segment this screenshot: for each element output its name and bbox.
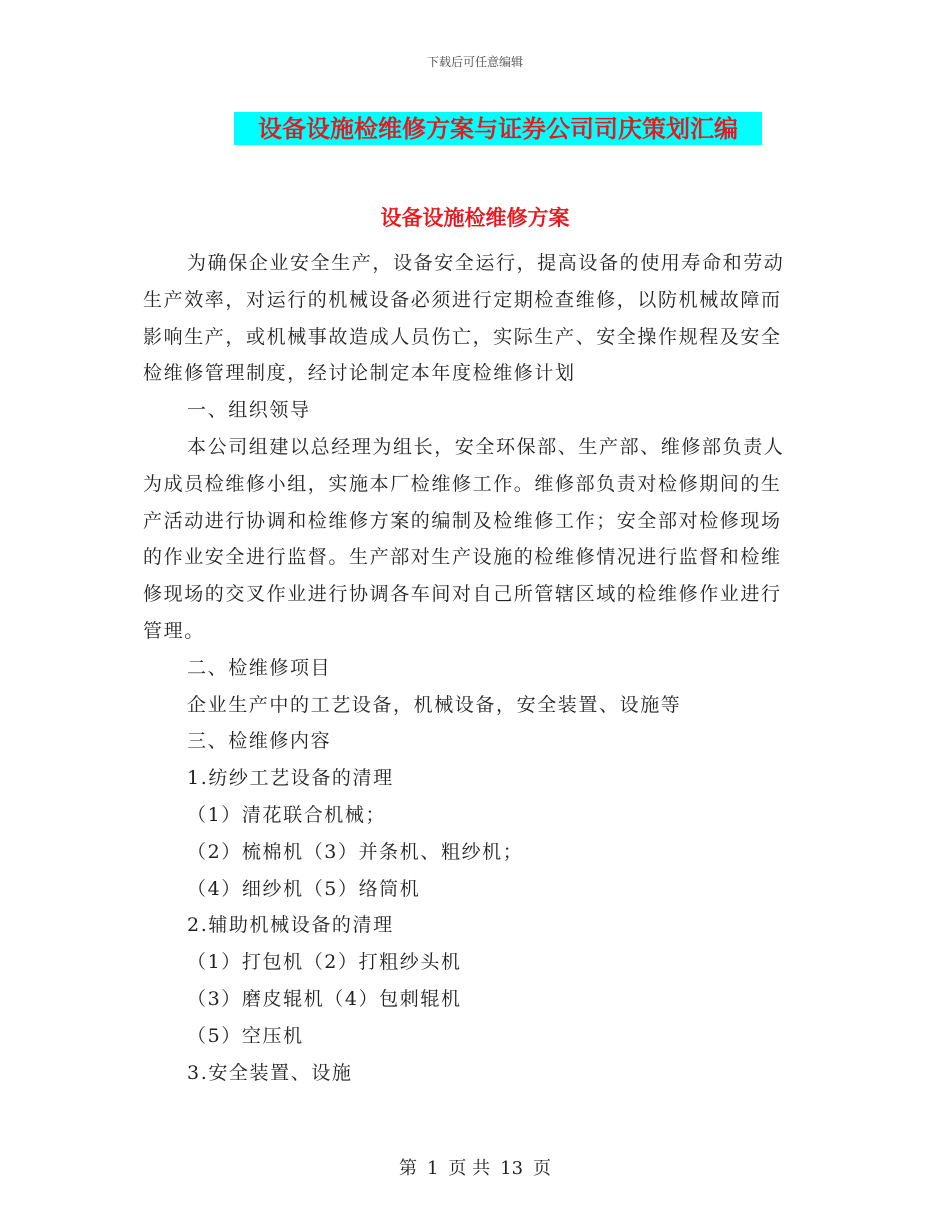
footer-prefix: 第 [398,1158,417,1179]
footer-middle: 页 共 [448,1158,491,1179]
organization-paragraph: 本公司组建以总经理为组长，安全环保部、生产部、维修部负责人为成员检维修小组，实施本厂检维修工作。维修部负责对检修期间的生产活动进行协调和检维修方案的编制及检维修工作；安全部对检修现场的作业安全进行监督。生产部对生产设施的检维修情况进行监督和检维修现场的交叉作业进行协调各车间对自己所管辖区域的检维修作业进行管理。 [143,435,785,642]
list-item: （5）空压机 [187,1024,304,1047]
list-heading-safety: 3.安全装置、设施 [187,1061,353,1084]
document-body [143,245,795,1091]
heading-content: 三、检维修内容 [187,730,332,753]
items-paragraph: 企业生产中的工艺设备，机械设备，安全装置、设施等 [187,693,682,716]
document-title: 设备设施检维修方案与证券公司司庆策划汇编 [234,112,762,145]
page-header-note: 下载后可任意编辑 [426,55,523,69]
footer-total-pages: 13 [500,1158,524,1179]
heading-organization: 一、组织领导 [187,399,311,422]
list-item: （3）磨皮辊机（4）包刺辊机 [187,987,462,1010]
heading-items: 二、检维修项目 [187,656,332,679]
list-item: （1）清花联合机械； [187,803,387,826]
footer-page-number: 1 [426,1158,439,1179]
footer-suffix: 页 [533,1158,552,1179]
intro-paragraph: 为确保企业安全生产，设备安全运行，提高设备的使用寿命和劳动生产效率，对运行的机械设备必须进行定期检查维修，以防机械故障而影响生产，或机械事故造成人员伤亡，实际生产、安全操作规程及安全检维修管理制度，经讨论制定本年度检维修计划 [143,252,785,385]
section-title: 设备设施检维修方案 [380,205,570,230]
list-item: （1）打包机（2）打粗纱头机 [187,951,462,974]
page-footer [0,1154,950,1180]
list-item: （4）细纱机（5）络筒机 [187,877,421,900]
list-heading-auxiliary: 2.辅助机械设备的清理 [187,914,394,937]
list-heading-spinning: 1.纺纱工艺设备的清理 [187,767,394,790]
list-item: （2）梳棉机（3）并条机、粗纱机； [187,840,524,863]
